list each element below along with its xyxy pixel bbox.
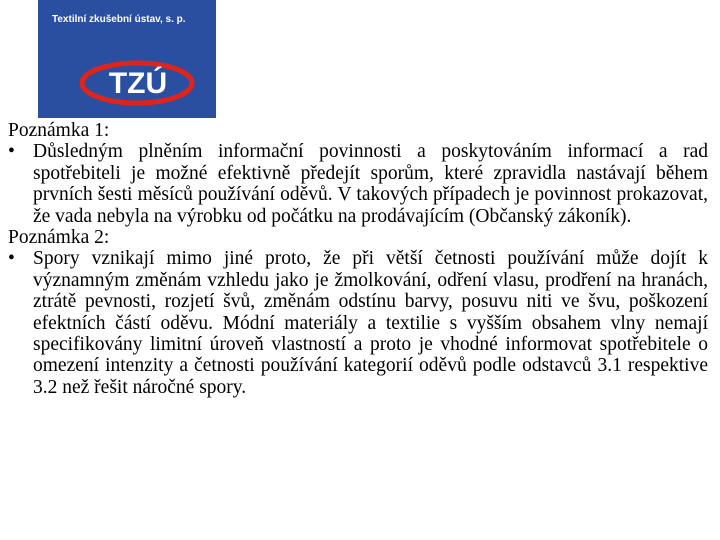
tzu-logo-mark xyxy=(78,54,196,108)
logo-organization-name: Textilní zkušební ústav, s. p. xyxy=(52,14,186,25)
note-1-item xyxy=(8,141,708,227)
bullet-icon: • xyxy=(8,141,15,163)
note-2-item xyxy=(8,248,708,398)
notes-section xyxy=(8,120,708,398)
logo-mark-text: TZÚ xyxy=(108,67,168,100)
note-1-text: Důsledným plněním informační povinnosti a poskytováním informací a rad spotřebiteli je možné efektivně předejít sporům, které zpravidla nastávají během prvních šesti měsíců používání oděvů. V takových případech je povinnost prokazovat, že vada nebyla na výrobku od počátku na prodávajícím (Občanský zákoník). xyxy=(33,141,708,227)
company-logo xyxy=(38,0,216,118)
note-1-heading: Poznámka 1: xyxy=(8,120,110,141)
bullet-icon: • xyxy=(8,248,15,270)
note-2-text: Spory vznikají mimo jiné proto, že při větší četnosti používání může dojít k významným změnám vzhledu jako je žmolkování, odření vlasu, prodření na hranách, ztrátě pevnosti, rozjetí švů, změnám odstínu barvy, posuvu niti ve švu, poškození efektních částí oděvu. Módní materiály a textilie s vyšším obsahem vlny nemají specifikovány limitní úroveň vlastností a proto je vhodné informovat spotřebitele o omezení intenzity a četnosti používání kategorií oděvů podle odstavců 3.1 respektive 3.2 než řešit náročné spory. xyxy=(33,248,708,398)
note-2-heading: Poznámka 2: xyxy=(8,227,110,249)
